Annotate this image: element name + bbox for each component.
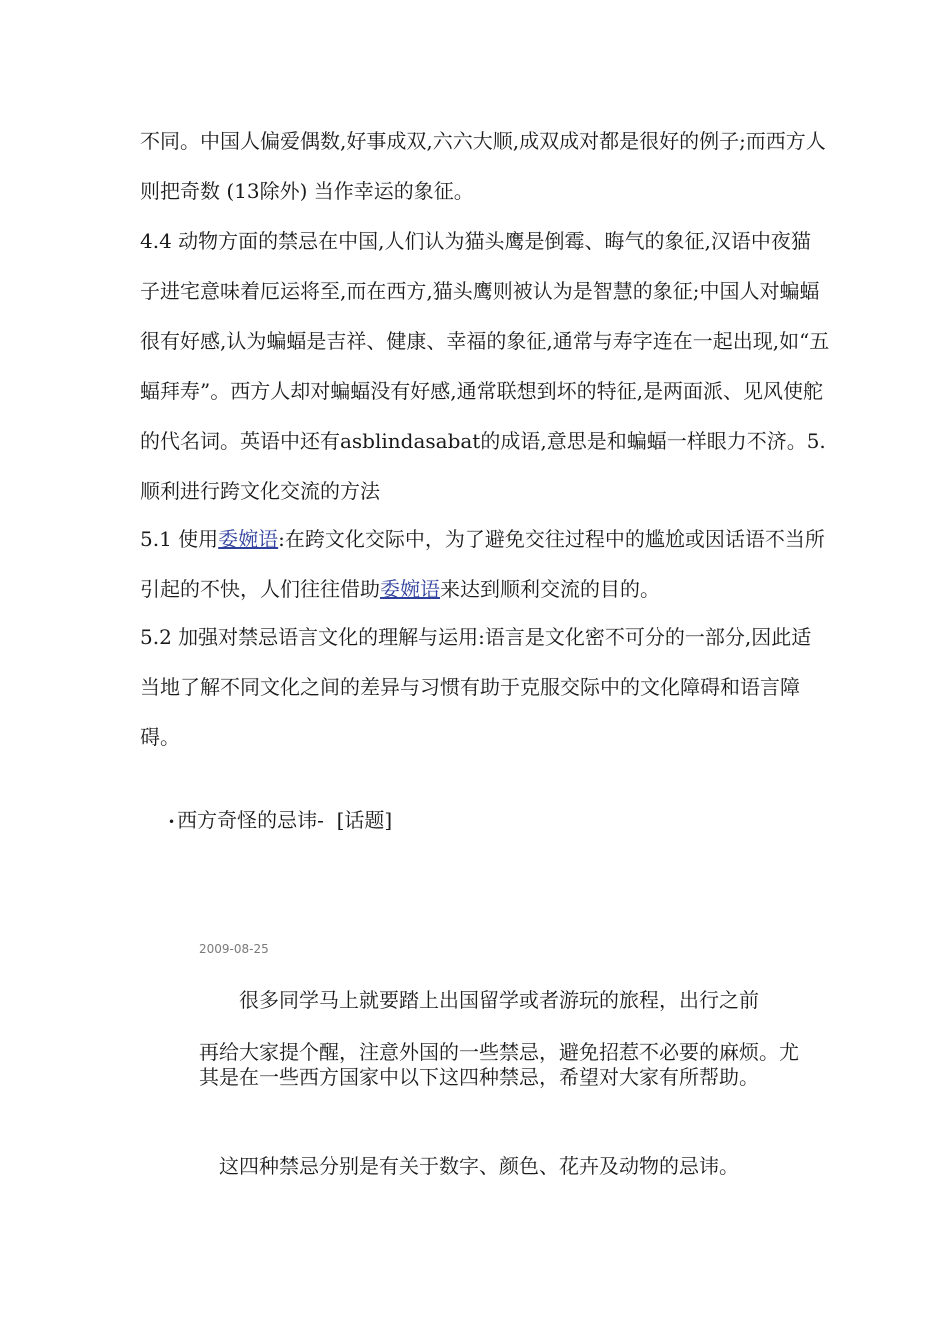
paragraph-euphemism-body: :在跨文化交际中，为了避免交往过程中的尴尬或因话语不当所引起的不快，人们往往借助 <box>140 527 825 601</box>
topic-title: 西方奇怪的忌讳- <box>177 808 324 832</box>
paragraph-euphemism <box>140 514 830 614</box>
paragraph-euphemism-end: 来达到顺利交流的目的。 <box>440 577 660 601</box>
paragraph-understanding-taboo-language: 5.2 加强对禁忌语言文化的理解与运用:语言是文化密不可分的一部分,因此适当地了解不同文化之间的差异与习惯有助于克服交际中的文化障碍和语言障碍。 <box>140 625 812 749</box>
topic-tag: [话题] <box>336 808 393 832</box>
paragraph-euphemism-lead: 5.1 使用 <box>140 527 219 551</box>
post-reminder: 再给大家提个醒，注意外国的一些禁忌，避免招惹不必要的麻烦。尤其是在一些西方国家中以下这四种禁忌，希望对大家有所帮助。 <box>199 1040 799 1089</box>
post-date: 2009-08-25 <box>199 942 269 956</box>
euphemism-link[interactable]: 委婉语 <box>218 527 279 551</box>
post-four-taboos: 这四种禁忌分别是有关于数字、颜色、花卉及动物的忌讳。 <box>219 1154 739 1178</box>
euphemism-link-2[interactable]: 委婉语 <box>380 577 440 601</box>
paragraph-even-odd-numbers: 不同。中国人偏爱偶数,好事成双,六六大顺,成双成对都是很好的例子;而西方人则把奇数 (13除外) 当作幸运的象征。 <box>140 129 826 203</box>
paragraph-animal-taboos: 4.4 动物方面的禁忌在中国,人们认为猫头鹰是倒霉、晦气的象征,汉语中夜猫子进宅意味着厄运将至,而在西方,猫头鹰则被认为是智慧的象征;中国人对蝙蝠很有好感,认为蝙蝠是吉祥、健康、幸福的象征,通常与寿字连在一起出现,如“五蝠拜寿”。西方人却对蝙蝠没有好感,通常联想到坏的特征,是两面派、见风使舵的代名词。英语中还有asblindasabat的成语,意思是和蝙蝠一样眼力不济。5.顺利进行跨文化交流的方法 <box>140 229 830 503</box>
post-intro-line: 很多同学马上就要踏上出国留学或者游玩的旅程，出行之前 <box>239 988 759 1012</box>
topic-heading <box>168 800 392 842</box>
bullet-icon: • <box>168 814 176 829</box>
